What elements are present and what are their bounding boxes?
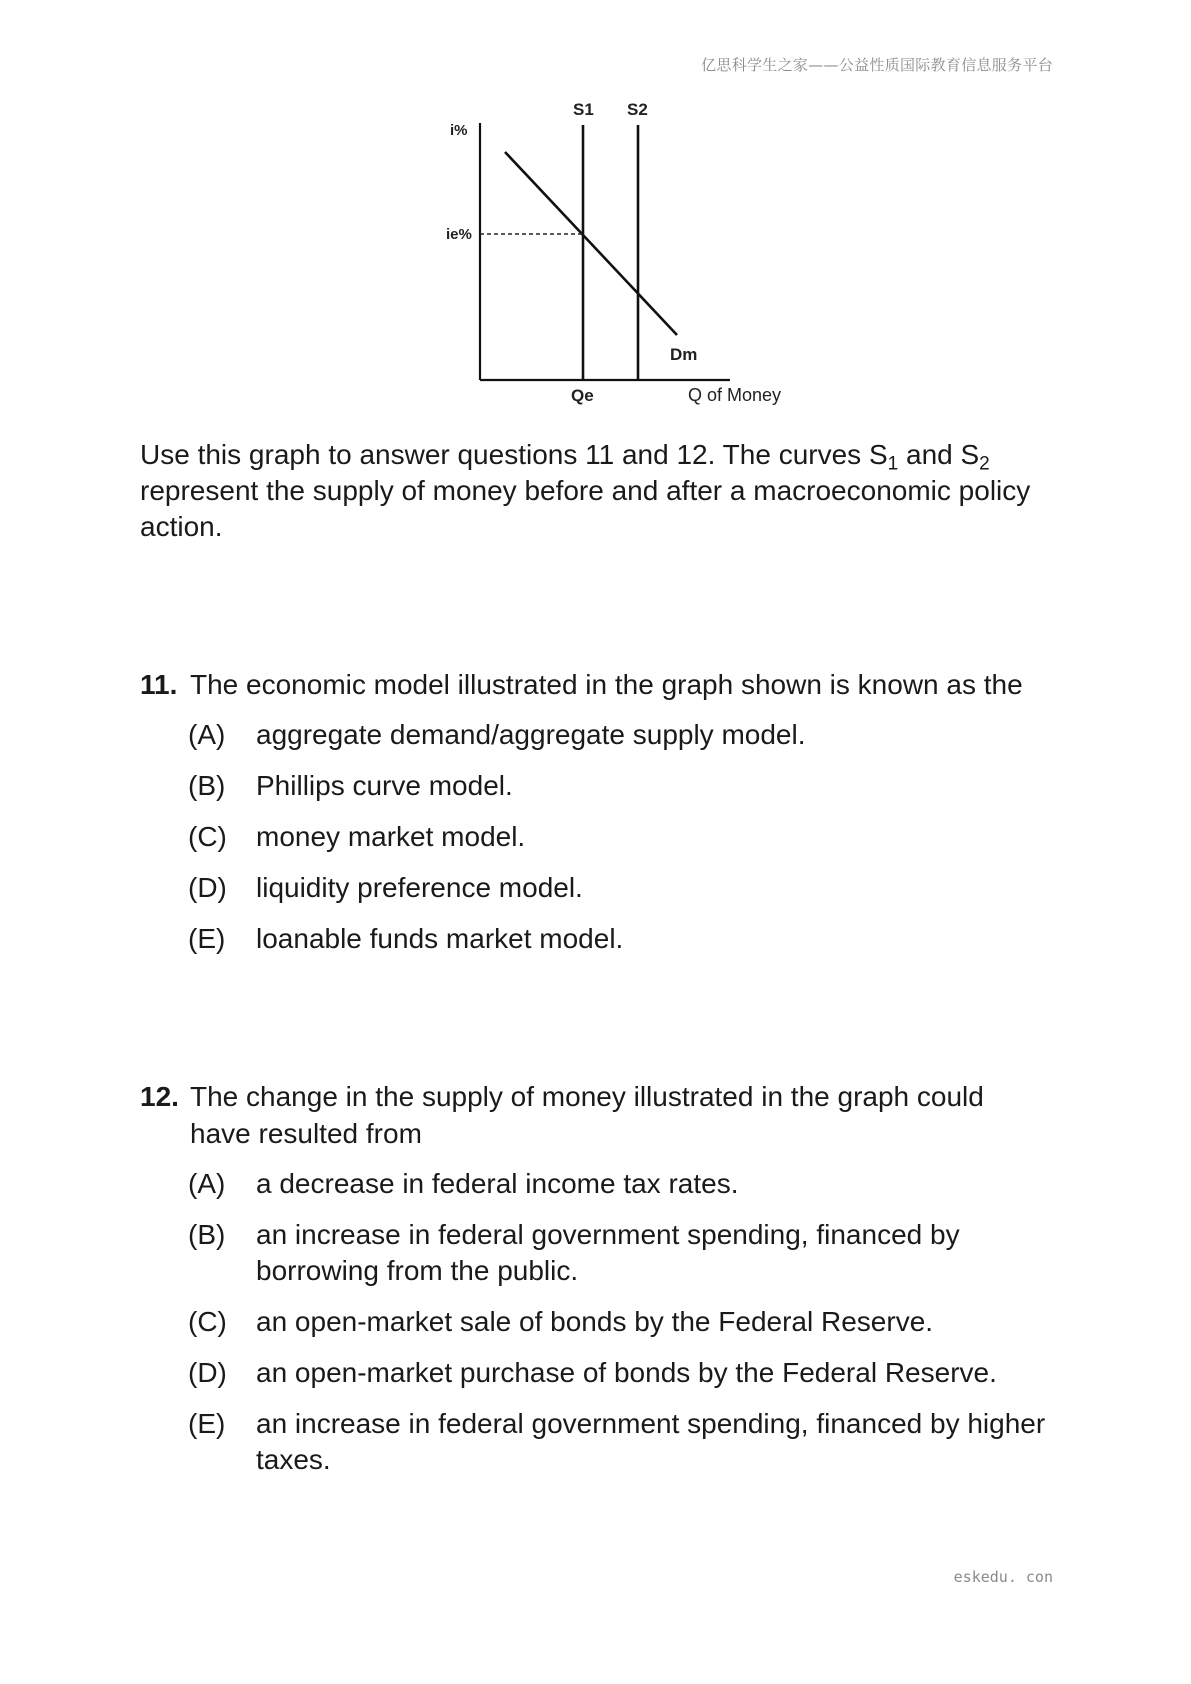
- intro-text-2: and S: [898, 439, 980, 470]
- choice-c[interactable]: [188, 819, 1100, 855]
- intro-subscript-2: 2: [979, 453, 990, 475]
- y-axis-label: i%: [450, 122, 468, 139]
- header-watermark: 亿思科学生之家——公益性质国际教育信息服务平台: [701, 56, 1053, 74]
- choice-e[interactable]: [188, 1406, 1100, 1478]
- choice-b[interactable]: [188, 768, 1100, 804]
- question-number: 12.: [140, 1081, 179, 1112]
- choice-letter: (B): [188, 770, 226, 801]
- choice-letter: (A): [188, 1168, 226, 1199]
- supply1-label: S1: [573, 100, 594, 119]
- choice-letter: (E): [188, 1408, 226, 1439]
- x-axis-label: Q of Money: [688, 385, 782, 405]
- choice-text: an open-market sale of bonds by the Federal Reserve.: [256, 1306, 934, 1337]
- demand-label: Dm: [670, 345, 698, 364]
- choice-letter: (E): [188, 923, 226, 954]
- choice-a[interactable]: [188, 717, 1100, 753]
- question-11: [140, 666, 1100, 972]
- choice-letter: (A): [188, 719, 226, 750]
- equilibrium-quantity-label: Qe: [571, 386, 594, 405]
- choice-a[interactable]: [188, 1166, 1100, 1202]
- choice-text: money market model.: [256, 821, 526, 852]
- choice-letter: (B): [188, 1219, 226, 1250]
- footer-site-watermark: eskedu. con: [953, 1568, 1053, 1586]
- choice-letter: (D): [188, 1357, 227, 1388]
- choice-d[interactable]: [188, 1355, 1100, 1391]
- choice-text: loanable funds market model.: [256, 923, 624, 954]
- choice-c[interactable]: [188, 1304, 1100, 1340]
- intro-text-3: represent the supply of money before and after a macroeconomic policy action.: [140, 475, 1031, 542]
- choice-letter: (C): [188, 821, 227, 852]
- choice-text: a decrease in federal income tax rates.: [256, 1168, 739, 1199]
- supply2-label: S2: [627, 100, 648, 119]
- choice-e[interactable]: [188, 921, 1100, 957]
- money-demand-curve: [505, 152, 677, 335]
- question-stem: [140, 666, 1100, 703]
- question-number: 11.: [140, 669, 178, 700]
- choice-text: an increase in federal government spending, financed by higher taxes.: [256, 1408, 1046, 1475]
- choice-b[interactable]: [188, 1217, 1100, 1289]
- graph-svg: [430, 95, 810, 415]
- question-text: The economic model illustrated in the graph shown is known as the: [190, 669, 1023, 700]
- choice-text: aggregate demand/aggregate supply model.: [256, 719, 806, 750]
- equilibrium-rate-label: ie%: [446, 226, 472, 243]
- choice-letter: (D): [188, 872, 227, 903]
- answer-choices: [188, 1166, 1100, 1478]
- choice-text: an increase in federal government spending, financed by borrowing from the public.: [256, 1219, 960, 1286]
- choice-letter: (C): [188, 1306, 227, 1337]
- question-12: [140, 1078, 1100, 1493]
- choice-text: Phillips curve model.: [256, 770, 513, 801]
- money-market-graph: [430, 95, 810, 415]
- answer-choices: [188, 717, 1100, 957]
- choice-d[interactable]: [188, 870, 1100, 906]
- choice-text: liquidity preference model.: [256, 872, 583, 903]
- intro-text-1: Use this graph to answer questions 11 and 12. The curves S: [140, 439, 888, 470]
- intro-paragraph: [140, 437, 1100, 545]
- question-text: The change in the supply of money illustrated in the graph could have resulted from: [190, 1081, 984, 1149]
- intro-subscript-1: 1: [887, 453, 899, 475]
- choice-text: an open-market purchase of bonds by the Federal Reserve.: [256, 1357, 997, 1388]
- question-stem: [140, 1078, 1100, 1152]
